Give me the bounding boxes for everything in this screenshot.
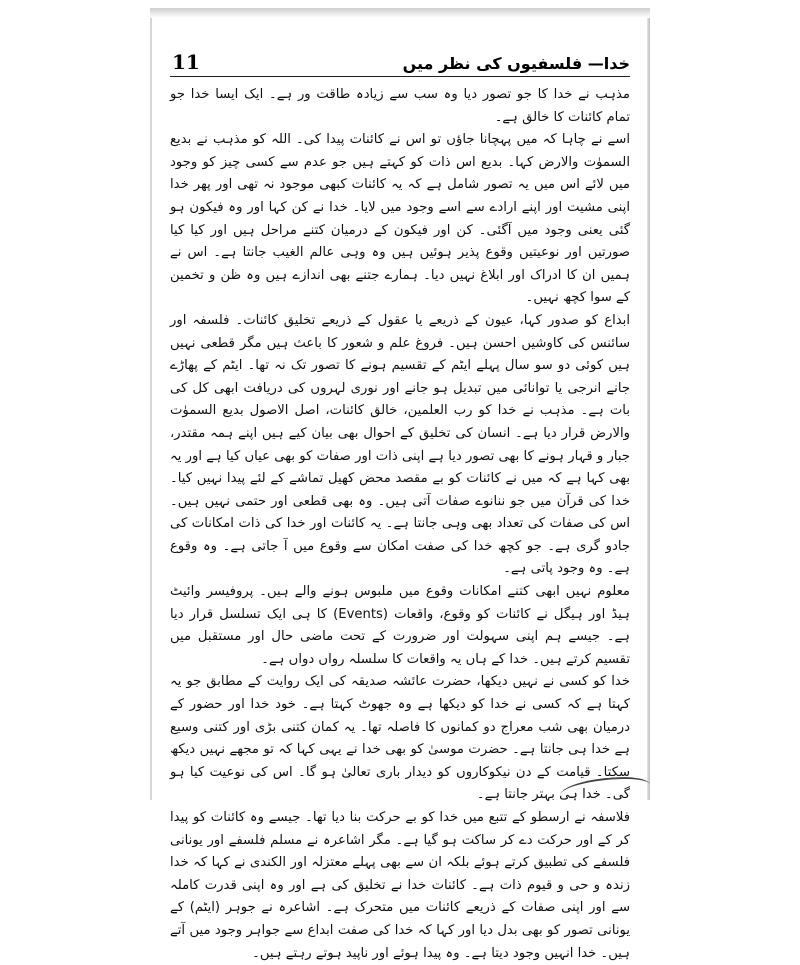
page-edge-left: [150, 18, 152, 800]
page-header: [170, 46, 630, 77]
paragraph: خدا کو کسی نے نہیں دیکھا، حضرت عائشہ صدیقہ کی ایک روایت کے مطابق جو یہ کہتا ہے کہ کسی نے خدا کو دیکھا ہے وہ جھوٹ کہتا ہے۔ خود خدا اور حضور کے درمیان بھی شب معراج دو کمانوں کا فاصلہ تھا۔ یہ کمان کتنی بڑی اور کتنی وسیع ہے خدا ہی جانتا ہے۔ حضرت موسیٰ کو بھی خدا نے یہی کہا کہ تو مجھے نہیں دیکھ سکتا۔ قیامت کے دن نیکوکاروں کو دیدار باری تعالیٰ ہو گا۔ اس کی نوعیت کیا ہو گی۔ خدا ہی بہتر جانتا ہے۔: [170, 674, 630, 803]
page-number: 11: [172, 50, 200, 74]
paragraph: ابداع کو صدور کہا، عیون کے ذریعے یا عقول کے ذریعے تخلیق کائنات۔ فلسفہ اور سائنس کی کاوشیں احسن ہیں۔ فروغ علم و شعور کا باعث ہیں مگر قطعی نہیں ہیں کوئی دو سو سال پہلے ایٹم کے تقسیم ہونے کا تصور تک نہ تھا۔ ایٹم کے پھاڑے جانے انرجی یا توانائی میں تبدیل ہو جانے اور نوری لہروں کی دریافت ابھی کل کی بات ہے۔ مذہب نے خدا کو رب العلمین، خالق کائنات، اصل الاصول بدیع السموٰت والارض قرار دیا ہے۔ انسان کی تخلیق کے احوال بھی بیان کیے ہیں اپنے ہمہ مقتدر، جبار و قہار ہونے کا بھی تصور دیا ہے اپنی ذات اور صفات کو بھی عیاں کیا ہے اور یہ بھی کہا ہے کہ میں نے کائنات کو بے مقصد محض کھیل تماشے کے لئے پیدا نہیں کیا۔ خدا کی قرآن میں جو ننانوے صفات آتی ہیں۔ وہ بھی قطعی اور حتمی نہیں ہیں۔ اس کی صفات کی تعداد بھی وہی جانتا ہے۔ یہ کائنات اور خدا کی ذات امکانات کی جادو گری ہے۔ جو کچھ خدا کی صفت امکان سے وقوع میں آ جاتی ہے۔ وہ وقوع ہے۔ وہ وجود پاتی ہے۔: [170, 312, 630, 577]
paragraph: معلوم نہیں ابھی کتنے امکانات وقوع میں ملبوس ہونے والے ہیں۔ پروفیسر وائیٹ ہیڈ اور ہیگل نے کائنات کو وقوع، واقعات (Events) کا ہی ایک تسلسل قرار دیا ہے۔ جیسے ہم اپنی سہولت اور ضرورت کے تحت ماضی حال اور مستقبل میں تقسیم کرتے ہیں۔ خدا کے ہاں یہ واقعات کا سلسلہ رواں دواں ہے۔: [170, 584, 630, 667]
book-page: [150, 18, 650, 961]
page-top-shadow: [150, 8, 650, 18]
paragraph: مذہب نے خدا کا جو تصور دیا وہ سب سے زیادہ طاقت ور ہے۔ ایک ایسا خدا جو تمام کائنات کا خالق ہے۔: [170, 87, 630, 125]
page-edge-right: [647, 18, 650, 800]
running-title: خدا— فلسفیوں کی نظر میں: [402, 54, 630, 73]
paragraph: اسے نے چاہا کہ میں پہچانا جاؤں تو اس نے کائنات پیدا کی۔ اللہ کو مذہب نے بدیع السموٰت والارض کہا۔ بدیع اس ذات کو کہتے ہیں جو عدم سے کسی چیز کو وجود میں لائے اس میں یہ تصور شامل ہے کہ یہ کائنات کبھی موجود نہ تھی اور پھر خدا اپنی مشیت اور اپنے ارادے سے اسے وجود میں لایا۔ خدا نے کن کہا اور وہ فیکون ہو گئی یعنی وجود میں آگئی۔ کن اور فیکون کے درمیان کتنے مراحل ہیں اور کیا کیا صورتیں اور نوعیتیں وقوع پذیر ہوئیں ہیں وہ وہی عالم الغیب جانتا ہے۔ اس نے ہمیں ان کا ادراک اور ابلاغ نہیں دیا۔ ہمارے جتنے بھی اندازے ہیں وہ ظن و تخمین کے سوا کچھ نہیں۔: [170, 132, 630, 306]
body-text: [170, 84, 630, 965]
paragraph: فلاسفہ نے ارسطو کے تتبع میں خدا کو بے حرکت بنا دیا تھا۔ جیسے وہ کائنات کو پیدا کر کے اور حرکت دے کر ساکت ہو گیا ہے۔ مگر اشاعرہ نے مسلم فلسفے اور یونانی فلسفے کی تطبیق کرتے ہوئے بلکہ ان سے بھی پہلے معتزلہ اور الکندی نے کہا کہ خدا زندہ و حی و قیوم ذات ہے۔ کائنات خدا نے تخلیق کی ہے اور وہ اپنی قدرت کاملہ سے اور اپنی صفات کے ذریعے کائنات میں متحرک ہے۔ اشاعرہ نے جوہر (ایٹم) کے یونانی تصور کو بھی بدل دیا اور کہا کہ خدا کی صفت ابداع سے جواہر وجود میں آتے ہیں۔ خدا انہیں وجود دیتا ہے۔ وہ پیدا ہوئے اور ناپید ہوتے رہتے ہیں۔: [170, 810, 630, 961]
